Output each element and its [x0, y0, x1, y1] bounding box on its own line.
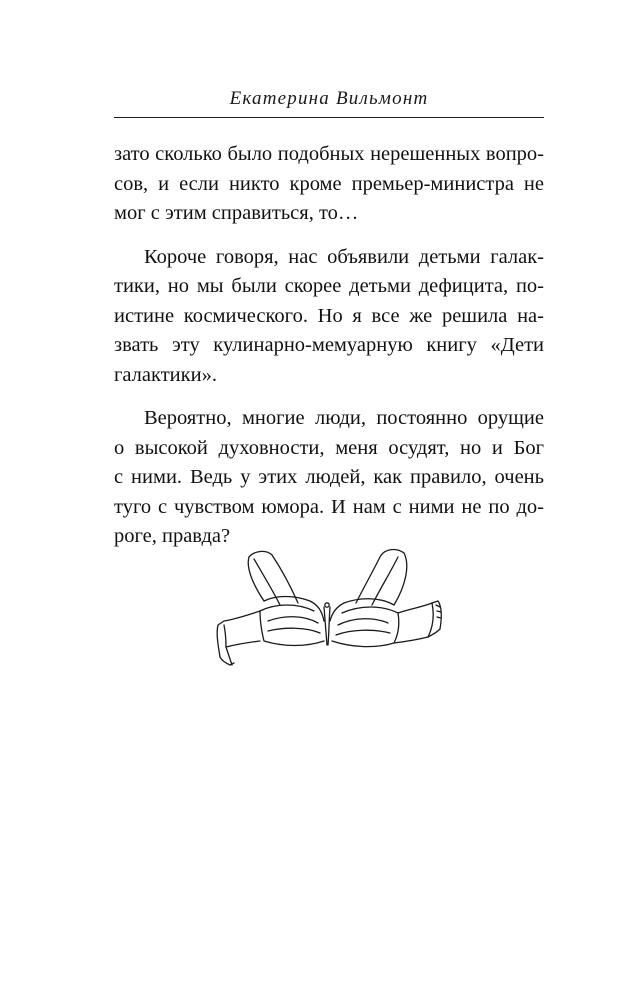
paragraph-3: [114, 404, 544, 552]
text-line: галактики».: [114, 363, 217, 386]
text-line: туго с чувством юмора. И нам с ними не по до-: [114, 495, 544, 518]
running-header: Екатерина Вильмонт: [229, 88, 429, 109]
text-line: роге, правда?: [114, 525, 231, 547]
body-text: [114, 140, 544, 566]
text-line: с ними. Ведь у этих людей, как правило, очень: [114, 466, 544, 488]
text-line: тики, но мы были скорее детьми дефицита, по-: [114, 275, 544, 297]
text-line: Вероятно, многие люди, постоянно орущие: [144, 407, 544, 429]
paragraph-1: [114, 140, 544, 229]
text-line: о высокой духовности, меня осудят, но и Бог: [114, 436, 544, 459]
bra-drawing-icon: [214, 545, 446, 670]
text-line: зато сколько было подобных нерешенных вопро-: [114, 143, 544, 165]
text-line: сов, и если никто кроме премьер-министра не: [114, 172, 544, 195]
text-line: звать эту кулинарно-мемуарную книгу «Дети: [114, 334, 544, 356]
paragraph-2: [114, 243, 544, 391]
text-line: мог с этим справиться, то…: [114, 202, 359, 224]
text-line: Короче говоря, нас объявили детьми галак-: [144, 245, 544, 268]
header-rule: [114, 117, 544, 118]
text-line: истине космического. Но я все же решила на-: [114, 304, 544, 327]
